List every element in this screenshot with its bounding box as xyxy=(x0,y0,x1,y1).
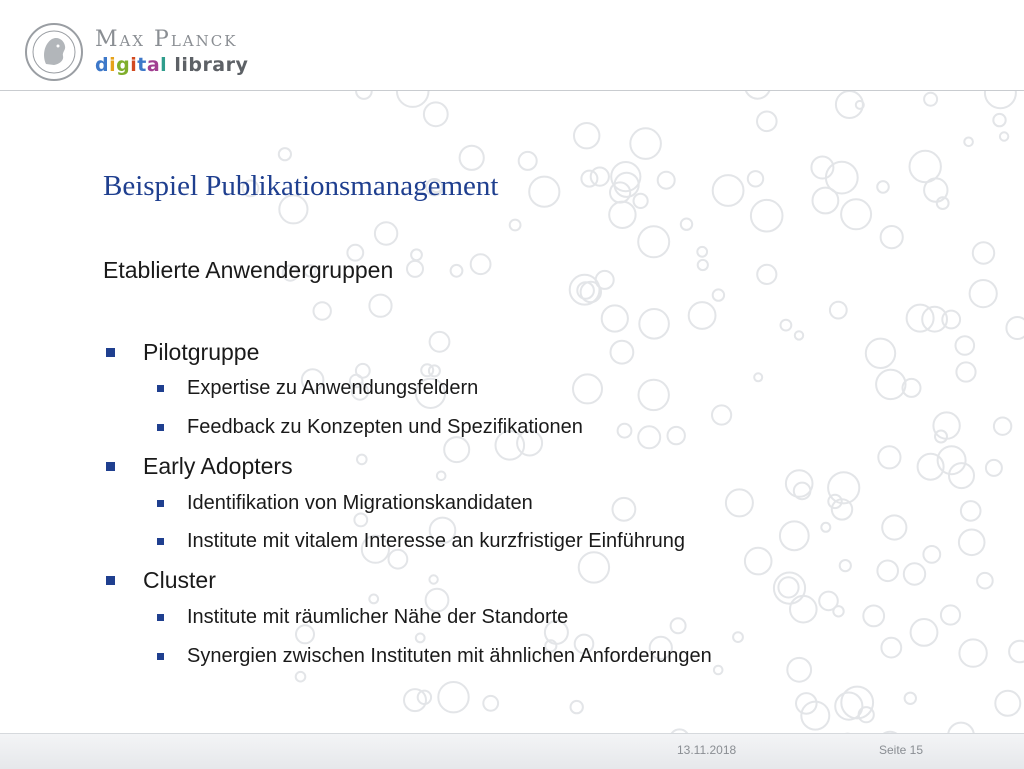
bubble xyxy=(681,219,692,230)
bubble xyxy=(923,546,940,563)
footer-page-number: Seite 15 xyxy=(879,743,924,757)
bubble xyxy=(949,463,974,488)
bubble xyxy=(833,606,843,616)
bubble xyxy=(841,199,871,229)
bubble xyxy=(986,460,1002,476)
bubble xyxy=(993,114,1005,126)
bubble xyxy=(863,606,884,627)
minerva-seal-icon xyxy=(24,22,84,82)
bullet-label: Early Adopters xyxy=(143,453,293,479)
sub-bullet-item xyxy=(187,530,685,553)
logo-letter: i xyxy=(109,54,117,76)
bullet-square-icon xyxy=(157,614,164,621)
bubble xyxy=(754,373,762,381)
bubble xyxy=(751,200,783,232)
bubble xyxy=(609,202,635,228)
bubble xyxy=(510,220,521,231)
bubble xyxy=(571,701,583,713)
bubble xyxy=(959,530,985,556)
bubble xyxy=(375,222,397,244)
bubble xyxy=(787,658,811,682)
sub-bullet-label: Institute mit vitalem Interesse an kurzfristiger Einführung xyxy=(187,530,685,552)
bubble xyxy=(881,226,903,248)
bubble xyxy=(786,470,813,497)
bubble xyxy=(877,561,898,582)
bubble xyxy=(733,632,743,642)
bubble xyxy=(882,515,906,539)
bubble xyxy=(1000,132,1008,140)
bubble xyxy=(774,573,805,604)
bubble xyxy=(819,592,838,611)
bubble xyxy=(828,495,841,508)
bubble xyxy=(933,412,959,438)
bubble xyxy=(959,639,986,666)
bubble xyxy=(910,151,941,182)
bubble xyxy=(460,146,484,170)
bubble xyxy=(418,691,431,704)
bubble xyxy=(826,162,858,194)
bullet-square-icon xyxy=(157,538,164,545)
bubble xyxy=(615,173,639,197)
bubble xyxy=(369,595,378,604)
bubble xyxy=(591,168,609,186)
sub-bullet-label: Expertise zu Anwendungsfeldern xyxy=(187,377,479,399)
bubble xyxy=(296,672,306,682)
bubble xyxy=(279,148,291,160)
bubble xyxy=(995,691,1020,716)
bubble xyxy=(970,280,997,307)
bubble xyxy=(977,573,993,589)
logo-letter: d xyxy=(95,54,110,76)
bubble xyxy=(429,365,440,376)
bubble xyxy=(942,311,960,329)
bullet-square-icon xyxy=(157,385,164,392)
bubble xyxy=(671,618,686,633)
bubble xyxy=(796,693,817,714)
bullet-square-icon xyxy=(106,576,115,585)
bullet-square-icon xyxy=(106,462,115,471)
bubble xyxy=(938,446,966,474)
bubble xyxy=(579,552,609,582)
bubble xyxy=(757,112,777,132)
bubble xyxy=(404,689,426,711)
bubble xyxy=(840,560,851,571)
sub-bullet-item xyxy=(187,606,568,629)
bubble xyxy=(757,265,776,284)
bubble xyxy=(639,380,669,410)
bubble xyxy=(712,405,731,424)
sub-bullet-item xyxy=(187,492,533,515)
bullet-item xyxy=(143,453,293,480)
bubble xyxy=(369,295,391,317)
bubble xyxy=(618,424,632,438)
bubble xyxy=(876,370,905,399)
sub-bullet-label: Synergien zwischen Instituten mit ähnlichen Anforderungen xyxy=(187,645,712,667)
bubble xyxy=(714,666,723,675)
bubble xyxy=(570,275,600,305)
bubble xyxy=(596,271,614,289)
bubble xyxy=(905,693,916,704)
bubble xyxy=(956,362,975,381)
logo-letter: library xyxy=(174,54,249,76)
slide-subtitle: Etablierte Anwendergruppen xyxy=(103,257,394,283)
bubble xyxy=(828,472,859,503)
bubble xyxy=(821,523,830,532)
bubble xyxy=(713,289,724,300)
footer-bar xyxy=(0,733,1024,769)
bubble xyxy=(994,418,1011,435)
bubble xyxy=(658,172,675,189)
bubble xyxy=(1009,641,1024,663)
bubble xyxy=(438,682,468,712)
bubble xyxy=(961,501,981,521)
logo-subtitle xyxy=(95,54,248,76)
bubble xyxy=(866,339,895,368)
bubble xyxy=(697,247,707,257)
bullet-label: Cluster xyxy=(143,567,216,593)
sub-bullet-item xyxy=(187,645,712,668)
sub-bullet-item xyxy=(187,416,583,439)
sub-bullet-label: Institute mit räumlicher Nähe der Standorte xyxy=(187,606,569,628)
bubble xyxy=(903,379,921,397)
bubble xyxy=(314,302,331,319)
bubble xyxy=(634,194,648,208)
bubble xyxy=(451,265,463,277)
bubble xyxy=(811,157,833,179)
bubble xyxy=(924,93,937,106)
bubble xyxy=(444,437,469,462)
bubble xyxy=(726,489,753,516)
bubble xyxy=(411,249,422,260)
logo-letter: l xyxy=(160,54,168,76)
bubble xyxy=(881,638,901,658)
bubble xyxy=(611,162,640,191)
bubble xyxy=(638,226,669,257)
bullet-item xyxy=(143,567,216,594)
bubble xyxy=(964,138,973,147)
bubble xyxy=(668,427,685,444)
bubble xyxy=(918,454,944,480)
sub-bullet-item xyxy=(187,377,478,400)
bubble xyxy=(639,309,669,339)
bubble xyxy=(613,498,636,521)
bubble xyxy=(745,548,772,575)
bubble xyxy=(859,707,874,722)
logo-letter: t xyxy=(137,54,147,76)
bubble xyxy=(630,128,661,159)
bubble xyxy=(581,282,601,302)
bubble xyxy=(941,605,960,624)
bubble xyxy=(698,260,708,270)
bubble xyxy=(780,521,809,550)
bubble xyxy=(781,320,792,331)
bubble xyxy=(354,514,367,527)
bubble xyxy=(813,188,839,214)
bubble xyxy=(610,182,630,202)
bubble xyxy=(790,596,817,623)
bubble xyxy=(573,374,602,403)
logo-title: Max Planck xyxy=(95,27,238,52)
bubble xyxy=(356,364,370,378)
bubble xyxy=(924,178,947,201)
bubble xyxy=(424,102,448,126)
bullet-square-icon xyxy=(157,500,164,507)
logo-letter: i xyxy=(130,54,138,76)
bubble xyxy=(937,197,949,209)
bubble xyxy=(416,634,425,643)
bubble xyxy=(835,693,862,720)
bullet-square-icon xyxy=(157,424,164,431)
bullet-square-icon xyxy=(157,653,164,660)
bubble xyxy=(357,455,367,465)
logo-letter: a xyxy=(146,54,161,76)
sub-bullet-label: Feedback zu Konzepten und Spezifikationen xyxy=(187,416,583,438)
bubble xyxy=(471,254,491,274)
bubble xyxy=(483,696,498,711)
bubble xyxy=(878,446,900,468)
bubble xyxy=(778,577,798,597)
bubble xyxy=(935,431,947,443)
bubble xyxy=(922,307,947,332)
logo-letter: g xyxy=(116,54,131,76)
bubble xyxy=(602,305,628,331)
footer-date: 13.11.2018 xyxy=(677,743,737,757)
bubble xyxy=(713,175,744,206)
bubble xyxy=(581,171,597,187)
bubble xyxy=(638,426,660,448)
bubble xyxy=(529,177,559,207)
slide-title: Beispiel Publikationsmanagement xyxy=(103,170,499,202)
bubble xyxy=(836,91,863,118)
bubble xyxy=(429,575,437,583)
bubble xyxy=(794,483,811,500)
bullet-square-icon xyxy=(106,348,115,357)
bubble xyxy=(841,687,873,719)
bubble xyxy=(574,123,599,148)
bubble xyxy=(748,171,763,186)
bubble xyxy=(795,331,803,339)
bubble xyxy=(907,305,934,332)
bubble xyxy=(830,302,847,319)
bullet-label: Pilotgruppe xyxy=(143,339,260,365)
bubble xyxy=(973,242,994,263)
bubble xyxy=(801,702,829,730)
bullet-item xyxy=(143,339,259,366)
bubble xyxy=(421,364,433,376)
sub-bullet-label: Identifikation von Migrationskandidaten xyxy=(187,492,533,514)
bubble xyxy=(577,282,594,299)
bubble xyxy=(407,261,423,277)
bubble xyxy=(911,619,938,646)
bubble xyxy=(904,563,925,584)
bubble xyxy=(856,101,864,109)
bubble xyxy=(689,302,716,329)
bubble xyxy=(1006,317,1024,339)
bubble xyxy=(437,472,446,481)
bubble xyxy=(519,152,537,170)
bubble xyxy=(832,499,852,519)
bubble xyxy=(611,341,634,364)
bubble xyxy=(956,336,975,355)
bubble xyxy=(877,181,889,193)
bubble xyxy=(430,332,450,352)
